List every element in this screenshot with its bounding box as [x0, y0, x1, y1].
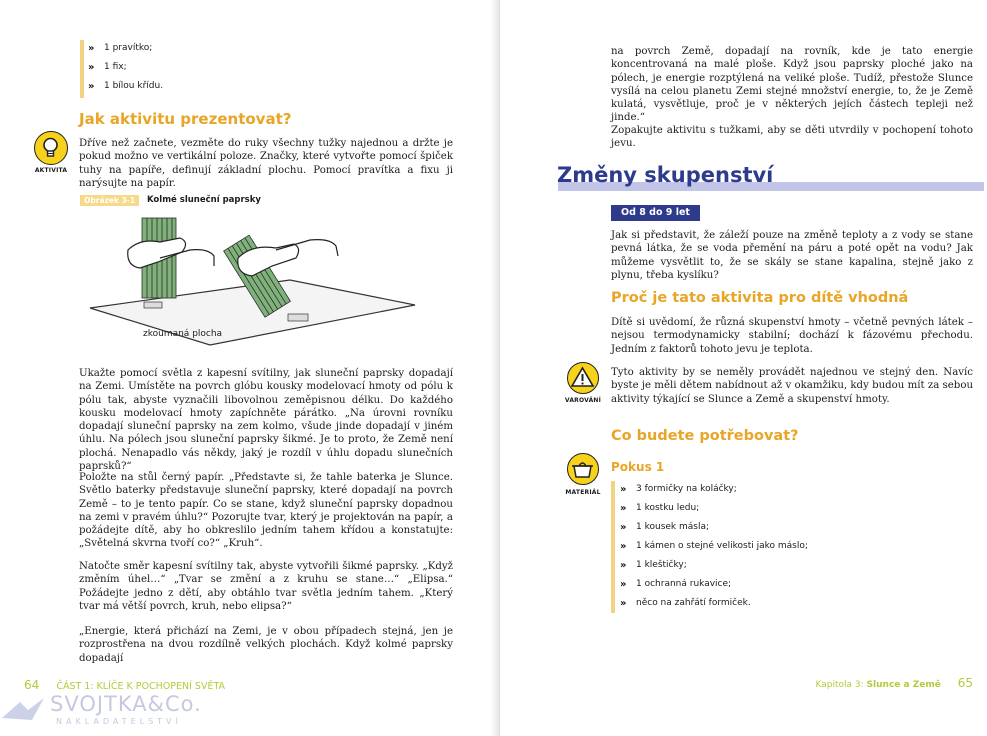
need-heading: Co budete potřebovat? — [611, 428, 799, 444]
intro-paragraph: Dříve než začnete, vezměte do ruky všechny tužky najednou a držte je pokud možno ve vertikální poloze. Značky, které vytvořte pomocí špiček tuhy na papíře, definují základní plochu. Pomocí pravítka a fixu ji narýsujte na papír. — [79, 138, 453, 189]
list-item: » 1 pravítko; — [88, 39, 388, 58]
recap-paragraph: Zopakujte aktivitu s tužkami, aby se děti utvrdily v pochopení tohoto jevu. — [611, 125, 973, 150]
chapter-label: Kapitola 3: — [815, 680, 864, 690]
list-item: » 1 bílou křídu. — [88, 77, 388, 96]
list-item: » něco na zahřátí formiček. — [620, 594, 920, 613]
section-heading: Jak aktivitu prezentovat? — [79, 110, 292, 128]
list-item: » 1 fix; — [88, 58, 388, 77]
right-page — [500, 0, 987, 736]
why-heading: Proč je tato aktivita pro dítě vhodná — [611, 290, 909, 306]
paragraph: Položte na stůl černý papír. „Představte si, že tahle baterka je Slunce. Světlo baterky představuje sluneční paprsky, které dopadají na povrch Země – to je tento papír. Co se stane, když sluneční paprsky dopadnou na zemi v pravém úhlu?“ Pozorujte tvar, který je projektován na papír, a požádejte dítě, aby ho obkreslilo jedním tahem křídou a konstatujte: „Světelná skvrna tvoří co?“ „Kruh“. — [79, 472, 453, 550]
figure-title: Kolmé sluneční paprsky — [147, 195, 261, 205]
list-item: » 1 kleštičky; — [620, 556, 920, 575]
warning-icon — [567, 362, 599, 394]
paragraph: Ukažte pomocí světla z kapesní svítilny, jak sluneční paprsky dopadají na Zemi. Umístěte na povrch glóbu kousky modelovací hmoty od pólu k pólu tak, abyste vyznačili libovolnou zeměpisnou délku. Do každého kousku modelovací hmoty zapíchněte párátko. „Na úrovni rovníku dopadají sluneční paprsky na zem kolmo, všude jinde dopadají v jiném úhlu. Na pólech jsou sluneční paprsky šikmé. Je to proto, že Země není plochá. Nenapadlo vás někdy, jaký je rozdíl v úhlu dopadu slunečních paprsků?“ — [79, 368, 453, 473]
list-item: » 3 formičky na koláčky; — [620, 480, 920, 499]
list-accent-bar — [80, 40, 84, 98]
paragraph: Natočte směr kapesní svítilny tak, abyste vytvořili šikmé paprsky. „Když změním úhel…“ „Tvar se změní a z kruhu se stane…“ „Elipsa.“ Požádejte jedno z dětí, aby obtáhlo tvar světla jedním tahem. „Který tvar má větší povrch, kruh, nebo elipsa?“ — [79, 561, 453, 612]
watermark-subtitle: NAKLADATELSTVÍ — [56, 717, 182, 726]
chapter-section-title: Změny skupenství — [557, 163, 774, 187]
figure-tag: Obrázek 3-1 — [80, 195, 139, 206]
experiment-title: Pokus 1 — [611, 460, 665, 474]
chevron-right-icon: » — [88, 81, 95, 92]
intro-paragraph: Jak si představit, že záleží pouze na změně teploty a z vody se stane pevná látka, že se voda přemění na páru a poté opět na vodu? Jak můžeme vysvětlit to, že se skály se stane kapalina, stejně jako z plynu, třeba kyslíku? — [611, 230, 973, 281]
chevron-right-icon: » — [620, 503, 627, 514]
why-paragraph: Dítě si uvědomí, že různá skupenství hmoty – včetně pevných látek – nejsou termodynamicky stabilní; dochází k fázovému přechodu. Jedním z faktorů tohoto jevu je teplota. — [611, 317, 973, 355]
chevron-right-icon: » — [620, 560, 627, 571]
chevron-right-icon: » — [620, 522, 627, 533]
activity-label: AKTIVITA — [34, 167, 68, 174]
page-number: 65 — [957, 676, 973, 690]
bird-logo-icon — [0, 696, 46, 722]
chevron-right-icon: » — [88, 43, 95, 54]
part-title: ČÁST 1: KLÍČE K POCHOPENÍ SVĚTA — [56, 681, 226, 692]
chapter-title: Slunce a Země — [866, 680, 941, 690]
watermark-title: SVOJTKA&Co. — [50, 692, 202, 716]
page-footer — [816, 676, 973, 690]
chevron-right-icon: » — [88, 62, 95, 73]
age-badge: Od 8 do 9 let — [611, 205, 700, 221]
top-material-list — [88, 39, 388, 96]
warning-label: VAROVÁNÍ — [564, 397, 602, 404]
list-item: » 1 kousek másla; — [620, 518, 920, 537]
lightbulb-icon — [34, 131, 68, 165]
list-item: » 1 ochranná rukavice; — [620, 575, 920, 594]
chevron-right-icon: » — [620, 579, 627, 590]
chevron-right-icon: » — [620, 541, 627, 552]
paragraph: „Energie, která přichází na Zemi, je v obou případech stejná, jen je rozprostřena na dvou rozdílně velkých plochách. Když kolmé paprsky dopadají — [79, 626, 453, 664]
list-item: » 1 kámen o stejné velikosti jako máslo; — [620, 537, 920, 556]
material-list — [620, 480, 920, 613]
sun-rays-illustration — [80, 210, 420, 350]
list-item: » 1 kostku ledu; — [620, 499, 920, 518]
publisher-watermark — [0, 690, 200, 736]
pot-icon — [567, 453, 599, 485]
material-label: MATERIÁL — [565, 489, 601, 496]
list-accent-bar — [611, 481, 615, 613]
continuation-paragraph: na povrch Země, dopadají na rovník, kde je tato energie koncentrovaná na malé ploše. Když jsou paprsky ploché jako na pólech, je energie rozptýlená na veliké ploše. Tudíž, přestože Slunce vysílá na celou planetu Zemi stejné množství energie, to, že je Země kulatá, vysvětluje, proč je v některých jejích částech tepleji než jinde.“ — [611, 46, 973, 124]
chevron-right-icon: » — [620, 484, 627, 495]
warning-paragraph: Tyto aktivity by se neměly provádět najednou ve stejný den. Navíc byste je měli dětem nabídnout až v okamžiku, kdy budou mít za sebou aktivity týkající se Slunce a Země a skupenství hmoty. — [611, 367, 974, 405]
chevron-right-icon: » — [620, 598, 627, 609]
figure-caption: zkoumaná plocha — [143, 329, 223, 339]
page-number: 64 — [24, 678, 40, 692]
